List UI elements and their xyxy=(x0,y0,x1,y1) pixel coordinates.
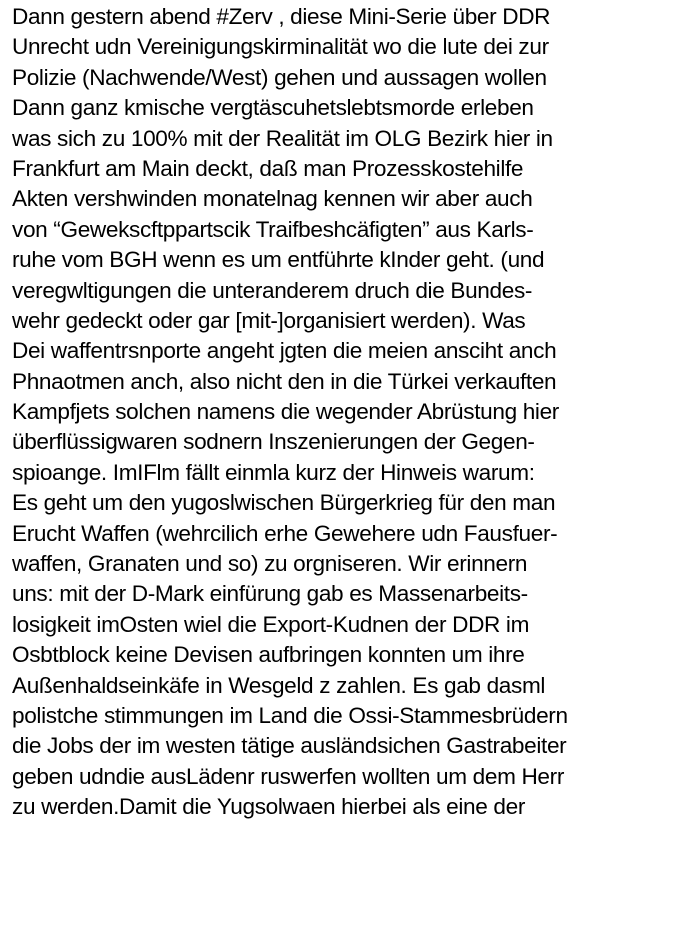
text-line: Frankfurt am Main deckt, daß man Prozesskostehilfe xyxy=(12,155,524,181)
text-line: uns: mit der D-Mark einfürung gab es Massenarbeits- xyxy=(12,581,528,607)
text-line: Osbtblock keine Devisen aufbringen konnten um ihre xyxy=(12,642,525,668)
text-line: spioange. ImIFlm fällt einmla kurz der Hinweis warum: xyxy=(12,459,535,485)
text-line: Dann ganz kmische vergtäscuhetslebtsmorde erleben xyxy=(12,95,534,121)
text-line: Polizie (Nachwende/West) gehen und aussagen wollen xyxy=(12,64,547,90)
text-line: zu werden.Damit die Yugsolwaen hierbei als eine der xyxy=(12,794,526,820)
text-line: geben udndie ausLädenr ruswerfen wollten um dem Herr xyxy=(12,763,564,789)
text-line: von “Gewekscftppartscik Traifbeshcäfigten” aus Karls- xyxy=(12,216,534,242)
text-line: waffen, Granaten und so) zu orgniseren. Wir erinnern xyxy=(12,551,528,577)
text-line: Erucht Waffen (wehrcilich erhe Gewehere udn Fausfuer- xyxy=(12,520,558,546)
text-line: Außenhaldseinkäfe in Wesgeld z zahlen. Es gab dasml xyxy=(12,672,546,698)
text-line: Dann gestern abend #Zerv , diese Mini-Serie über DDR xyxy=(12,4,551,29)
text-line: Akten vershwinden monatelnag kennen wir aber auch xyxy=(12,186,533,212)
text-line: polistche stimmungen im Land die Ossi-Stammesbrüdern xyxy=(12,702,568,728)
text-line: überflüssigwaren sodnern Inszenierungen der Gegen- xyxy=(12,429,535,455)
text-line: Es geht um den yugoslwischen Bürgerkrieg für den man xyxy=(12,490,556,516)
text-line: Phnaotmen anch, also nicht den in die Türkei verkauften xyxy=(12,368,557,394)
body-text xyxy=(12,2,684,823)
text-line: losigkeit imOsten wiel die Export-Kudnen der DDR im xyxy=(12,611,530,637)
text-line: die Jobs der im westen tätige ausländsichen Gastrabeiter xyxy=(12,733,567,759)
text-line: was sich zu 100% mit der Realität im OLG Bezirk hier in xyxy=(12,125,553,151)
text-line: ruhe vom BGH wenn es um entführte kInder geht. (und xyxy=(12,247,545,273)
text-line: Kampfjets solchen namens die wegender Abrüstung hier xyxy=(12,399,559,425)
text-line: Dei waffentrsnporte angeht jgten die meien ansciht anch xyxy=(12,338,557,364)
text-line: wehr gedeckt oder gar [mit-]organisiert werden). Was xyxy=(12,307,526,333)
text-line: Unrecht udn Vereinigungskirminalität wo die lute dei zur xyxy=(12,34,549,60)
text-line: veregwltigungen die unteranderem druch die Bundes- xyxy=(12,277,533,303)
